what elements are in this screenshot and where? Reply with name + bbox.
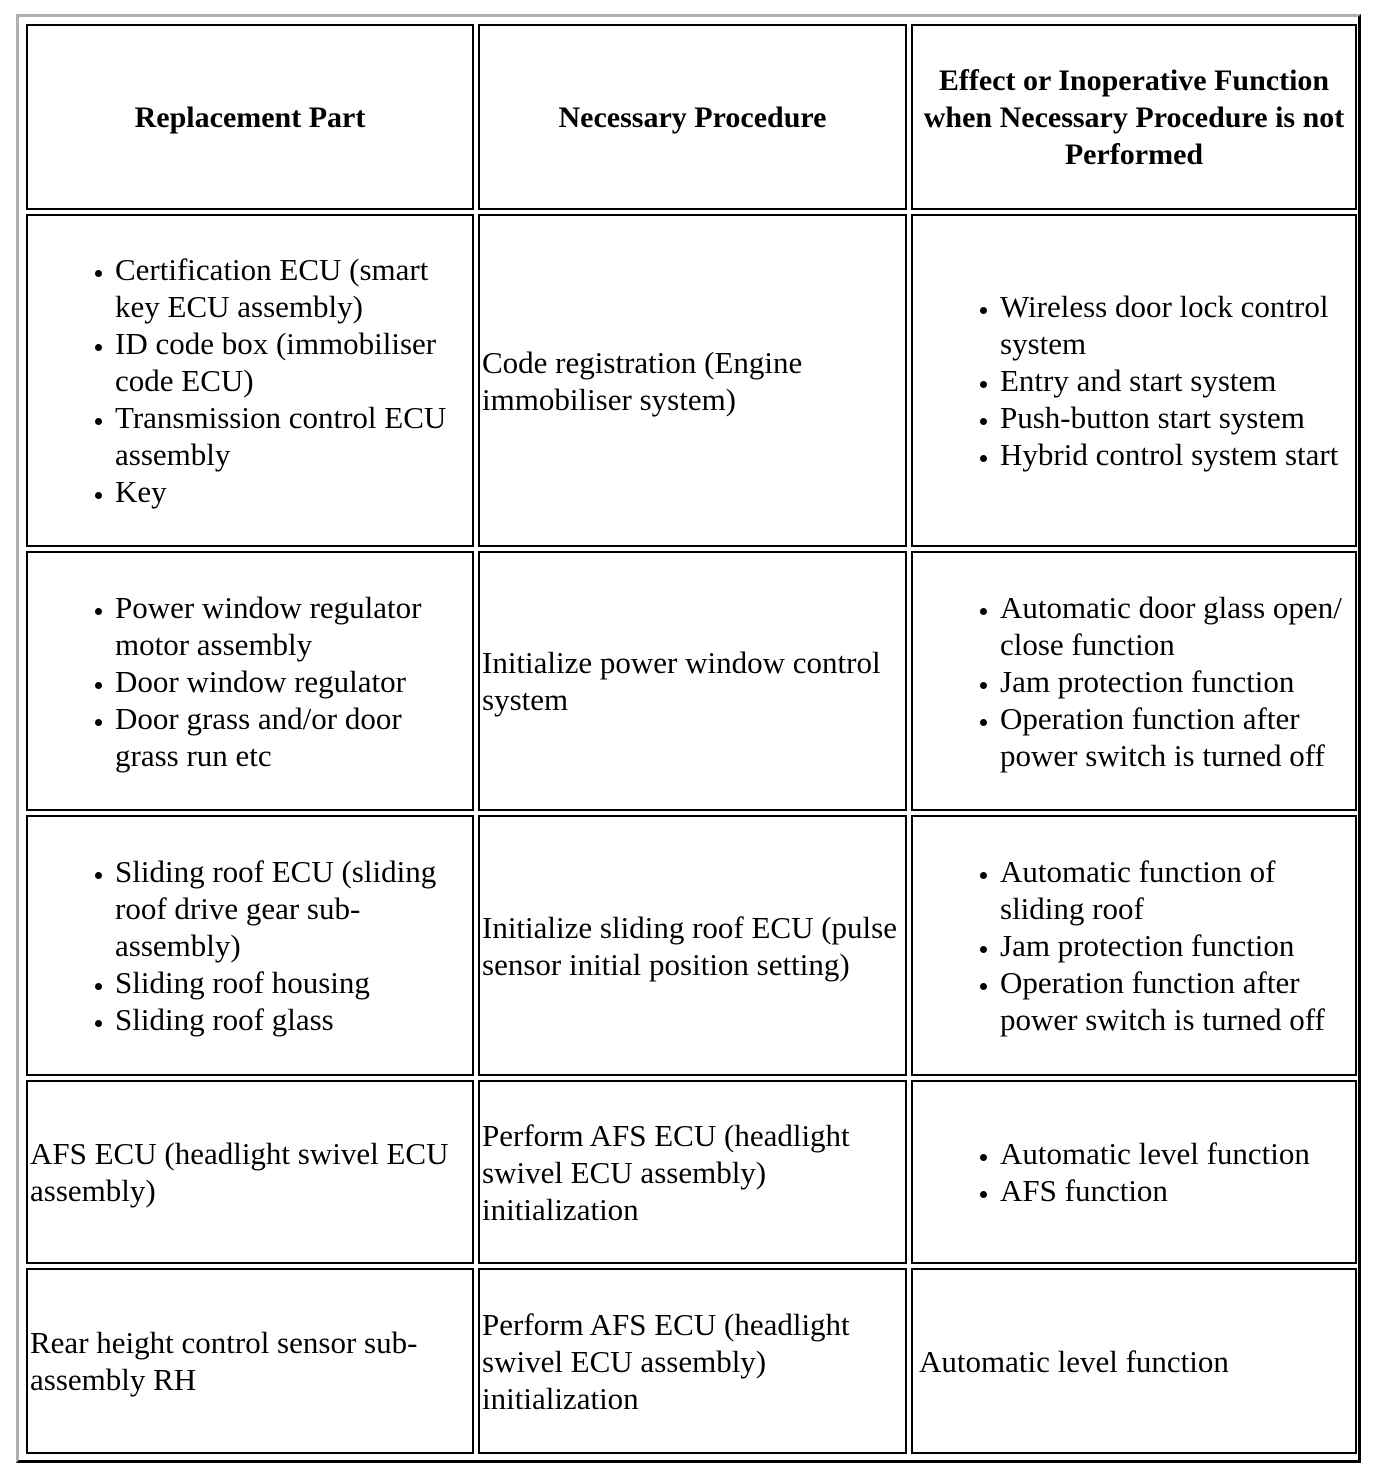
- list-item: • Wireless door lock control system: [1000, 288, 1353, 362]
- list-item: • Sliding roof housing: [115, 964, 470, 1001]
- list-item: • Jam protection function: [1000, 663, 1353, 700]
- replacement-part-cell: [26, 551, 474, 811]
- replacement-part-cell: [26, 214, 474, 547]
- list-item: • Door grass and/or door grass run etc: [115, 700, 470, 774]
- list-item: • Certification ECU (smart key ECU assembly): [115, 251, 470, 325]
- list-item: • Sliding roof ECU (sliding roof drive gear sub-assembly): [115, 853, 470, 964]
- list-item: • Operation function after power switch is turned off: [1000, 964, 1353, 1038]
- list-item: • Power window regulator motor assembly: [115, 589, 470, 663]
- effect-list: [915, 1135, 1353, 1209]
- list-item: • Hybrid control system start: [1000, 436, 1353, 473]
- list-item: • Automatic level function: [1000, 1135, 1353, 1172]
- list-item: • Door window regulator: [115, 663, 470, 700]
- effect-list: [915, 288, 1353, 473]
- table-header-row: [26, 24, 1357, 210]
- replacement-part-cell: [26, 1080, 474, 1264]
- replacement-part-cell: [26, 1268, 474, 1454]
- list-item: • AFS function: [1000, 1172, 1353, 1209]
- replacement-part-list: [30, 589, 470, 774]
- header-necessary-procedure: Necessary Procedure: [478, 24, 907, 210]
- procedure-text: Initialize power window control system: [482, 645, 881, 717]
- table-frame: [16, 14, 1361, 1463]
- procedure-text: Perform AFS ECU (headlight swivel ECU assembly) initialization: [482, 1306, 850, 1416]
- list-item: • Entry and start system: [1000, 362, 1353, 399]
- list-item: • Push-button start system: [1000, 399, 1353, 436]
- effect-list: [915, 853, 1353, 1038]
- effect-text: Automatic level function: [919, 1343, 1229, 1379]
- procedure-text: Code registration (Engine immobiliser system): [482, 344, 803, 417]
- replacement-part-text: AFS ECU (headlight swivel ECU assembly): [30, 1136, 449, 1208]
- effect-cell: [911, 551, 1357, 811]
- effect-cell: [911, 1080, 1357, 1264]
- table-row: [26, 815, 1357, 1076]
- replacement-part-text: Rear height control sensor sub-assembly RH: [30, 1325, 418, 1397]
- list-item: • Automatic function of sliding roof: [1000, 853, 1353, 927]
- procedure-table: [22, 20, 1361, 1458]
- header-replacement-part: Replacement Part: [26, 24, 474, 210]
- effect-list: [915, 589, 1353, 774]
- table-row: [26, 551, 1357, 811]
- list-item: • Transmission control ECU assembly: [115, 399, 470, 473]
- effect-cell: [911, 815, 1357, 1076]
- procedure-cell: [478, 1080, 907, 1264]
- procedure-text: Perform AFS ECU (headlight swivel ECU assembly) initialization: [482, 1117, 850, 1227]
- table-row: [26, 214, 1357, 547]
- effect-cell: [911, 214, 1357, 547]
- header-effect: Effect or Inoperative Function when Necessary Procedure is not Performed: [911, 24, 1357, 210]
- list-item: • Automatic door glass open/ close function: [1000, 589, 1353, 663]
- procedure-cell: [478, 551, 907, 811]
- list-item: • Jam protection function: [1000, 927, 1353, 964]
- table-row: [26, 1268, 1357, 1454]
- procedure-cell: [478, 214, 907, 547]
- list-item: • Key: [115, 473, 470, 510]
- list-item: • ID code box (immobiliser code ECU): [115, 325, 470, 399]
- effect-cell: [911, 1268, 1357, 1454]
- procedure-cell: [478, 1268, 907, 1454]
- list-item: • Sliding roof glass: [115, 1001, 470, 1038]
- table-row: [26, 1080, 1357, 1264]
- replacement-part-list: [30, 251, 470, 510]
- procedure-text: Initialize sliding roof ECU (pulse sensor initial position setting): [482, 909, 897, 982]
- replacement-part-cell: [26, 815, 474, 1076]
- list-item: • Operation function after power switch is turned off: [1000, 700, 1353, 774]
- replacement-part-list: [30, 853, 470, 1038]
- procedure-cell: [478, 815, 907, 1076]
